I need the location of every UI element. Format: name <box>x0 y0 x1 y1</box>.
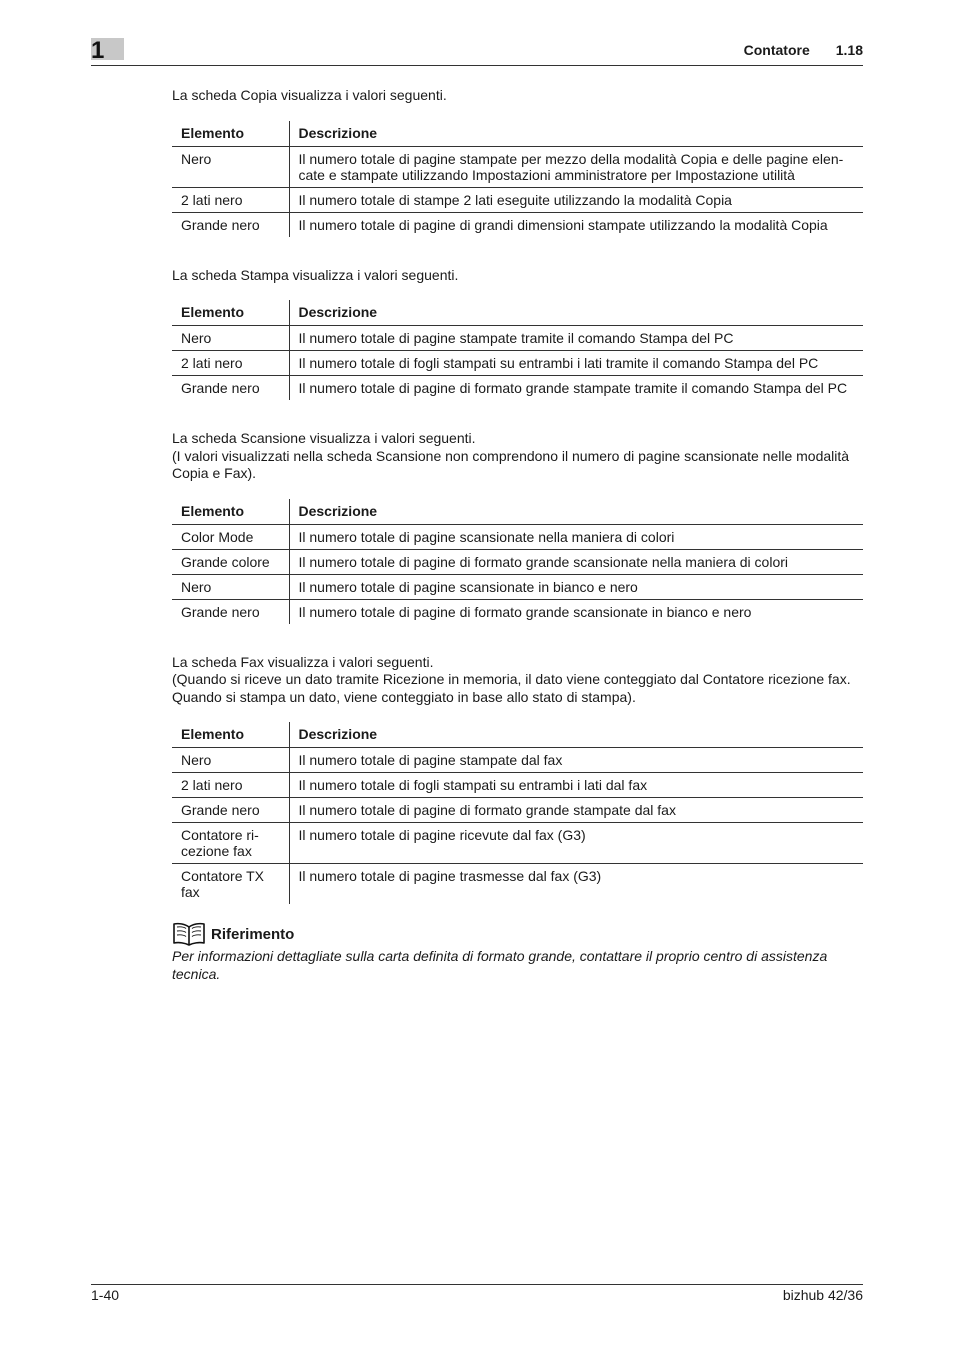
description-cell: Il numero totale di pagine di formato grande stampate tramite il comando Stampa del PC <box>298 380 848 396</box>
item-cell: Color Mode <box>172 524 289 549</box>
column-header-elemento: Elemento <box>172 300 289 326</box>
reference-title: Riferimento <box>211 925 295 943</box>
table-row <box>172 146 863 187</box>
fax-note: (Quando si riceve un dato tramite Ricezione in memoria, il dato viene conteggiato dal Contatore ricezione fax. Quando si stampa un dato, viene conteggiato in base allo stato di stampa). <box>172 671 851 705</box>
description-cell: Il numero totale di pagine stampate per mezzo della modalità Copia e delle pagine elen-cate e stampate utilizzando Impostazioni amministratore per Impostazione utilità <box>289 146 863 187</box>
item-cell: Grande nero <box>172 212 289 237</box>
table-row <box>172 599 863 624</box>
description-cell: Il numero totale di pagine di formato grande stampate dal fax <box>289 798 863 823</box>
column-header-elemento: Elemento <box>172 722 289 748</box>
description-cell: Il numero totale di pagine di formato grande scansionate nella maniera di colori <box>289 549 863 574</box>
print-intro: La scheda Stampa visualizza i valori seguenti. <box>172 266 459 283</box>
item-cell: 2 lati nero <box>172 187 289 212</box>
copy-counter-table <box>172 121 863 237</box>
description-cell: Il numero totale di fogli stampati su entrambi i lati dal fax <box>289 773 863 798</box>
fax-intro: La scheda Fax visualizza i valori seguenti. <box>172 653 434 670</box>
scan-counter-table <box>172 499 863 624</box>
table-row <box>172 351 863 376</box>
item-cell: Grande colore <box>172 549 289 574</box>
column-header-descrizione: Descrizione <box>289 499 863 525</box>
scan-note: (I valori visualizzati nella scheda Scansione non comprendono il numero di pagine scansionate nelle modalità Copia e Fax). <box>172 447 850 481</box>
running-header <box>744 42 863 58</box>
table-row <box>172 524 863 549</box>
item-cell: 2 lati nero <box>172 351 289 376</box>
item-cell: Grande nero <box>172 599 289 624</box>
table-row <box>172 748 863 773</box>
description-cell: Il numero totale di pagine trasmesse dal fax (G3) <box>298 868 602 884</box>
column-header-descrizione: Descrizione <box>289 121 863 147</box>
table-row <box>172 574 863 599</box>
table-row <box>172 864 863 905</box>
column-header-elemento: Elemento <box>172 121 289 147</box>
table-row <box>172 773 863 798</box>
print-counter-table <box>172 300 863 400</box>
item-cell: Grande nero <box>172 798 289 823</box>
page-number: 1-40 <box>91 1287 120 1303</box>
description-cell: Il numero totale di stampe 2 lati eseguite utilizzando la modalità Copia <box>289 187 863 212</box>
item-cell: Nero <box>172 146 289 187</box>
description-cell: Il numero totale di pagine di formato grande scansionate in bianco e nero <box>298 603 752 620</box>
table-header-row <box>172 300 863 326</box>
table-row <box>172 549 863 574</box>
item-cell: Nero <box>172 326 289 351</box>
reference-heading <box>172 922 863 946</box>
table-header-row <box>172 121 863 147</box>
item-cell: Nero <box>172 574 289 599</box>
item-cell: Contatore TX fax <box>172 864 289 905</box>
item-cell: 2 lati nero <box>172 773 289 798</box>
footer-divider <box>91 1284 863 1285</box>
reference-text: Per informazioni dettagliate sulla carta definita di formato grande, contattare il proprio centro di assistenza tecnica. <box>172 948 828 982</box>
description-cell: Il numero totale di pagine di grandi dimensioni stampate utilizzando la modalità Copia <box>298 216 828 233</box>
table-row <box>172 187 863 212</box>
description-cell: Il numero totale di pagine scansionate nella maniera di colori <box>289 524 863 549</box>
column-header-descrizione: Descrizione <box>289 722 863 748</box>
table-row <box>172 798 863 823</box>
description-cell: Il numero totale di pagine ricevute dal fax (G3) <box>289 823 863 864</box>
description-cell: Il numero totale di fogli stampati su entrambi i lati tramite il comando Stampa del PC <box>289 351 863 376</box>
fax-counter-table <box>172 722 863 904</box>
scan-intro: La scheda Scansione visualizza i valori seguenti. <box>172 430 476 446</box>
header-divider <box>91 65 863 66</box>
item-cell: Grande nero <box>172 376 289 401</box>
table-row <box>172 212 863 237</box>
product-name: bizhub 42/36 <box>782 1287 863 1303</box>
table-row <box>172 376 863 401</box>
copy-intro: La scheda Copia visualizza i valori seguenti. <box>172 87 447 103</box>
chapter-number: 1 <box>91 37 105 64</box>
table-row <box>172 326 863 351</box>
item-cell: Nero <box>172 748 289 773</box>
table-row <box>172 823 863 864</box>
column-header-elemento: Elemento <box>172 499 289 525</box>
table-header-row <box>172 499 863 525</box>
book-icon <box>172 922 206 946</box>
description-cell: Il numero totale di pagine scansionate in bianco e nero <box>289 574 863 599</box>
page-content <box>172 87 863 983</box>
column-header-descrizione: Descrizione <box>289 300 863 326</box>
section-number: 1.18 <box>835 42 863 58</box>
description-cell: Il numero totale di pagine stampate dal fax <box>289 748 863 773</box>
section-title: Contatore <box>743 42 810 58</box>
description-cell: Il numero totale di pagine stampate tramite il comando Stampa del PC <box>289 326 863 351</box>
item-cell: Contatore ri-cezione fax <box>172 823 289 864</box>
table-header-row <box>172 722 863 748</box>
